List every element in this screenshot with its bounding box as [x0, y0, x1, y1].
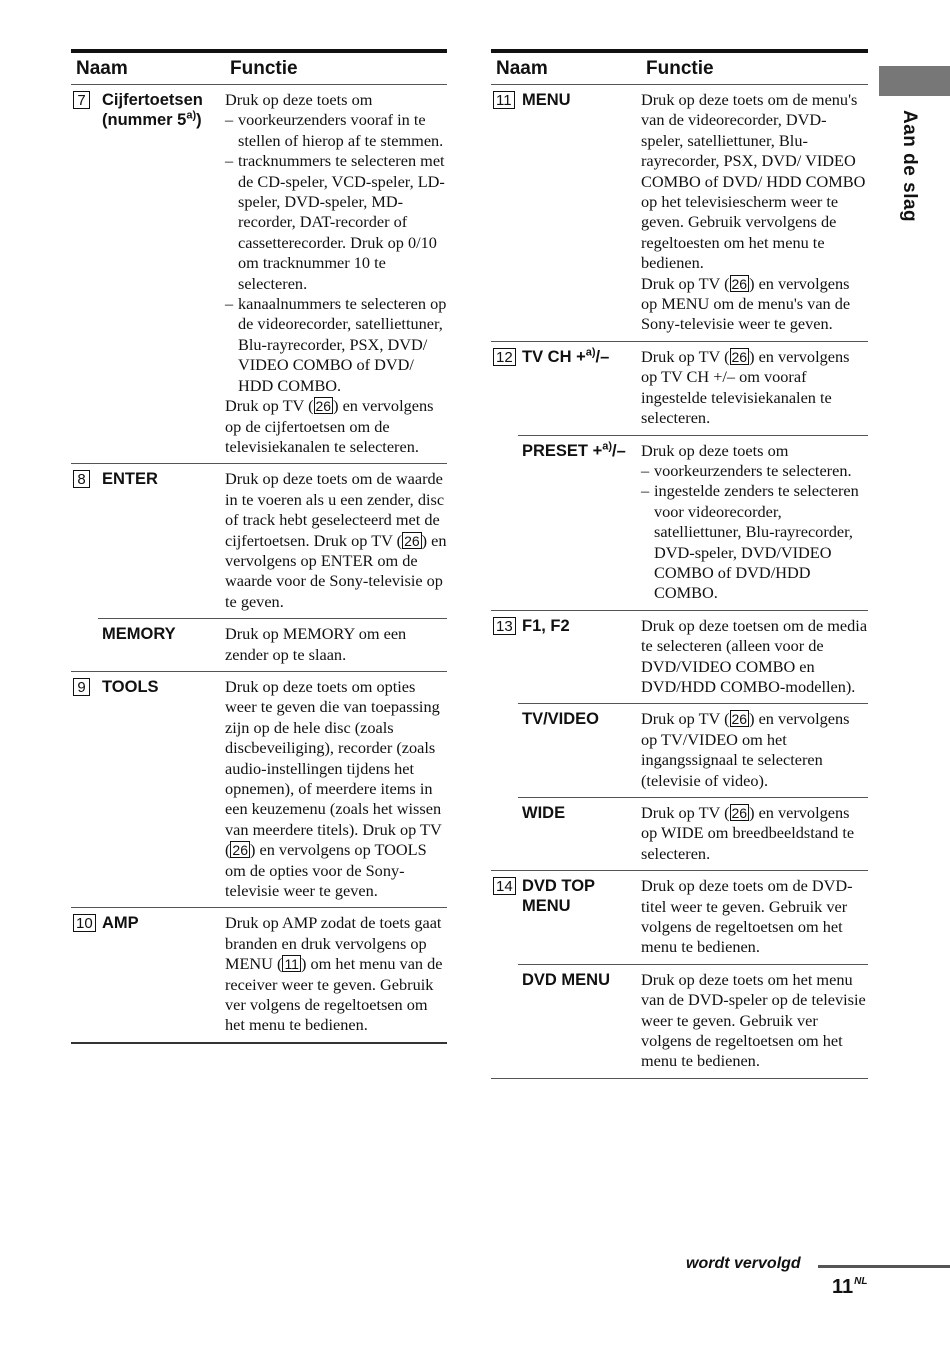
page-ref-badge: 26: [232, 842, 248, 859]
table-row: [491, 610, 868, 704]
table-row: [491, 798, 868, 871]
key-function: Druk op deze toets om het menu van de DVD-speler op de televisie weer te geven. Gebruik ver volgens de regeltoetsen om het menu te bedienen.: [641, 964, 868, 1078]
item-number-badge: 13: [493, 617, 516, 635]
key-name: AMP: [98, 908, 225, 1043]
continued-rule: [818, 1265, 950, 1268]
table-row: [491, 341, 868, 435]
section-tab-marker: [879, 66, 950, 96]
key-name: PRESET +$^{a)}$/–: [518, 435, 641, 610]
table-row: [71, 85, 447, 464]
list-item: – ingestelde zenders te selecteren voor videorecorder, satelliettuner, Blu-rayrecorder, DVD-speler, DVD/VIDEO COMBO of DVD/HDD COMBO.: [641, 481, 868, 603]
page-ref-badge: 26: [315, 398, 332, 415]
page-ref-badge: 26: [731, 348, 748, 365]
table-row: [71, 908, 447, 1043]
list-item: – tracknummers te selecteren met de CD-speler, VCD-speler, LD-speler, DVD-speler, MD-recorder, DAT-recorder of cassetterecorder. Druk op 0/10 om tracknummer 10 te selecteren.: [225, 151, 447, 294]
right-function-table: [491, 49, 868, 1079]
item-number-badge: 8: [73, 470, 90, 488]
page-ref-badge: 26: [404, 532, 420, 549]
page-language-suffix: NL: [854, 1276, 868, 1287]
key-name: TV/VIDEO: [518, 704, 641, 798]
key-function: Druk op deze toets om opties weer te geven die van toepassing zijn op de hele disc (zoals discbeveiliging), recorder (zoals audio-instellingen tijdens het opnemen), of meerdere items in een keuzemenu (zoals het wissen van meerdere titels). Druk op TV ( 26 ) en vervolgens op TOOLS om de opties voor de Sony-televisie weer te geven.: [225, 671, 447, 907]
list-item: – voorkeurzenders te selecteren.: [641, 461, 868, 481]
list-item: – kanaalnummers te selecteren op de videorecorder, satelliettuner, Blu-rayrecorder, PSX, DVD/ VIDEO COMBO of DVD/ HDD COMBO.: [225, 294, 447, 396]
table-row: [491, 964, 868, 1078]
page-ref-badge: 26: [731, 275, 748, 292]
key-name: DVD TOP MENU: [518, 871, 641, 965]
key-name: ENTER: [98, 464, 225, 619]
page-ref-badge: 26: [731, 711, 748, 728]
header-name: Naam: [71, 51, 225, 85]
key-function: Druk op deze toets om – voorkeurzenders te selecteren. – ingestelde zenders te selecteren voor videorecorder, satelliettuner, Blu-rayrecorder, DVD-speler, DVD/VIDEO COMBO of DVD/HDD COMBO.: [641, 435, 868, 610]
page-ref-badge: 26: [731, 805, 748, 821]
key-name: TV CH +$^{a)}$/–: [518, 341, 641, 435]
page-number: $11^{NL}$: [832, 1276, 868, 1298]
item-number-badge: 11: [493, 91, 515, 109]
key-function: Druk op TV ( 26 ) en vervolgens op WIDE om breedbeeldstand te selecteren.: [641, 798, 868, 871]
key-name: DVD MENU: [518, 964, 641, 1078]
continued-note: wordt vervolgd: [686, 1255, 801, 1272]
item-number-badge: 7: [73, 91, 90, 109]
key-function: Druk op deze toets om de menu's van de videorecorder, DVD-speler, satelliettuner, Blu-rayrecorder, PSX, DVD/ VIDEO COMBO of DVD/ HDD COMBO op het televisiescherm weer te geven. Gebruik vervolgens de regeltoesten om het menu te bedienen. Druk op TV ( 26 ) en vervolgens op MENU om de menu's van de Sony-televisie weer te geven.: [641, 85, 868, 342]
key-function: Druk op deze toets om – voorkeurzenders vooraf in te stellen of hierop af te stemmen. – tracknummers te selecteren met de CD-speler, VCD-speler, LD-speler, DVD-speler, MD-recorder, DAT-recorder of cassetterecorder. Druk op 0/10 om tracknummer 10 te selecteren. – kanaalnummers te selecteren op de videorecorder, satelliettuner, Blu-rayrecorder, PSX, DVD/ VIDEO COMBO of DVD/ HDD COMBO. Druk op TV ( 26 ) en vervolgens op de cijfertoetsen om de televisiekanalen te selecteren.: [225, 85, 447, 464]
key-function: Druk op TV ( 26 ) en vervolgens op TV/VIDEO om het ingangssignaal te selecteren (televisie of video).: [641, 704, 868, 798]
key-name: MENU: [518, 85, 641, 342]
section-side-label: Aan de slag: [899, 110, 920, 223]
list-item: – voorkeurzenders vooraf in te stellen of hierop af te stemmen.: [225, 110, 447, 151]
key-function: Druk op deze toetsen om de media te selecteren (alleen voor de DVD/VIDEO COMBO en DVD/HDD COMBO-modellen).: [641, 610, 868, 704]
key-name: TOOLS: [98, 671, 225, 907]
table-row: [71, 464, 447, 619]
key-function: Druk op TV ( 26 ) en vervolgens op TV CH +/– om vooraf ingestelde televisiekanalen te selecteren.: [641, 341, 868, 435]
left-function-table: [71, 49, 447, 1044]
table-row: [491, 704, 868, 798]
key-function: Druk op deze toets om de waarde in te voeren als u een zender, disc of track hebt geselecteerd met de cijfertoetsen. Druk op TV ( 26 ) en vervolgens op ENTER om de waarde voor de Sony-televisie op te geven.: [225, 464, 447, 619]
key-function: Druk op deze toets om de DVD-titel weer te geven. Gebruik ver volgens de regeltoetsen om het menu te bedienen.: [641, 871, 868, 965]
table-row: [71, 619, 447, 672]
item-number-badge: 14: [493, 877, 516, 895]
item-number-badge: 12: [493, 348, 516, 366]
key-name: F1, F2: [518, 610, 641, 704]
header-name: Naam: [491, 51, 641, 85]
item-number-badge: 10: [73, 914, 96, 932]
key-name: Cijfertoetsen (nummer 5$^{a)}$): [98, 85, 225, 464]
table-row: [491, 871, 868, 965]
key-function: Druk op MEMORY om een zender op te slaan.: [225, 619, 447, 672]
key-function: Druk op AMP zodat de toets gaat branden en druk vervolgens op MENU ( 11 ) om het menu van de receiver weer te geven. Gebruik ver volgens de regeltoetsen om het menu te bedienen.: [225, 908, 447, 1043]
header-function: Functie: [641, 51, 868, 85]
table-row: [491, 435, 868, 610]
item-number-badge: 9: [73, 678, 90, 696]
page-ref-badge: 11: [284, 956, 299, 973]
key-name: WIDE: [518, 798, 641, 871]
key-name: MEMORY: [98, 619, 225, 672]
header-function: Functie: [225, 51, 447, 85]
table-row: [71, 671, 447, 907]
table-row: [491, 85, 868, 342]
